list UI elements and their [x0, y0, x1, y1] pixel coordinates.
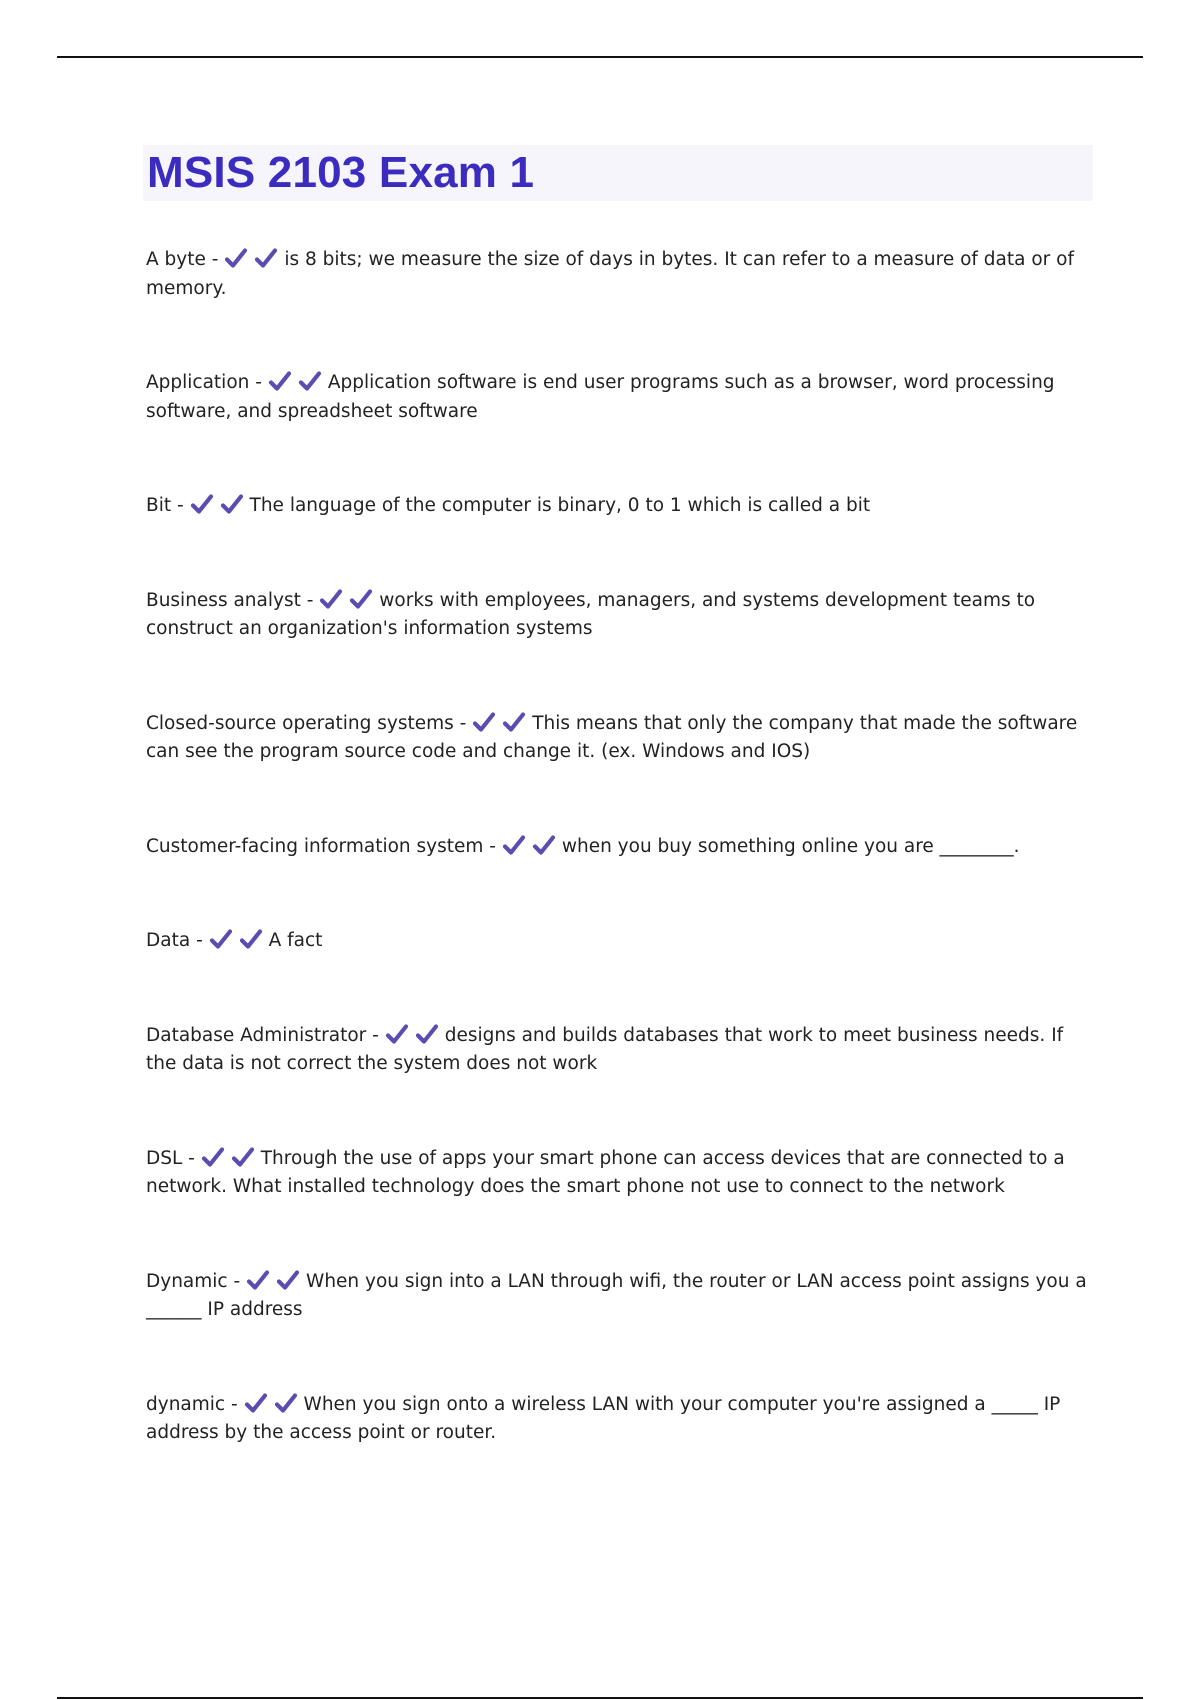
- entry-definition: Application software is end user programs such as a browser, word processing software, and spreadsheet software: [146, 372, 1055, 422]
- entry-term: A byte: [146, 249, 206, 270]
- entry-separator: -: [249, 372, 268, 393]
- flashcard-entry: [146, 833, 1096, 862]
- entry-definition: When you sign onto a wireless LAN with your computer you're assigned a _____ IP address by the access point or router.: [146, 1393, 1061, 1443]
- entry-list: [146, 246, 1096, 1514]
- entry-definition: works with employees, managers, and systems development teams to construct an organization's information systems: [146, 589, 1036, 639]
- checkmark-icon: [224, 247, 248, 269]
- checkmark-icon: [472, 711, 496, 733]
- entry-definition: When you sign into a LAN through wifi, the router or LAN access point assigns you a ______ IP address: [146, 1270, 1087, 1320]
- entry-separator: -: [190, 930, 209, 951]
- entry-definition: when you buy something online you are ________.: [561, 835, 1020, 857]
- entry-definition: is 8 bits; we measure the size of days in bytes. It can refer to a measure of data or of memory.: [146, 249, 1074, 299]
- checkmark-icon: [190, 493, 214, 515]
- entry-separator: -: [300, 589, 320, 611]
- entry-separator: -: [366, 1024, 385, 1046]
- entry-separator: -: [225, 1393, 244, 1415]
- entry-term: Data: [146, 930, 191, 951]
- bottom-rule: [57, 1697, 1143, 1699]
- flashcard-entry: [146, 1391, 1096, 1448]
- entry-term: Bit: [146, 495, 172, 516]
- checkmark-icon: [502, 711, 526, 733]
- flashcard-entry: [146, 1268, 1096, 1325]
- entry-separator: -: [453, 712, 473, 734]
- flashcard-entry: [146, 246, 1096, 303]
- entry-term: Closed-source operating systems: [146, 712, 454, 734]
- checkmark-icon: [532, 834, 556, 856]
- entry-term: Customer-facing information system: [146, 835, 484, 857]
- entry-term: Business analyst: [146, 589, 301, 611]
- entry-definition: The language of the computer is binary, 0 to 1 which is called a bit: [249, 495, 871, 516]
- checkmark-icon: [239, 928, 263, 950]
- entry-definition: designs and builds databases that work to meet business needs. If the data is not correct the system does not work: [146, 1024, 1064, 1074]
- entry-term: Database Administrator: [146, 1024, 367, 1046]
- entry-term: dynamic: [146, 1393, 226, 1415]
- checkmark-icon: [246, 1269, 270, 1291]
- entry-term: Application: [146, 372, 250, 393]
- checkmark-icon: [268, 370, 292, 392]
- entry-term: Dynamic: [146, 1270, 228, 1292]
- checkmark-icon: [319, 588, 343, 610]
- checkmark-icon: [209, 928, 233, 950]
- title-band: [143, 145, 1093, 201]
- entry-separator: -: [483, 835, 502, 857]
- checkmark-icon: [276, 1269, 300, 1291]
- top-rule: [57, 56, 1143, 58]
- entry-separator: -: [171, 495, 190, 516]
- checkmark-icon: [231, 1146, 255, 1168]
- page-title: MSIS 2103 Exam 1: [147, 148, 535, 197]
- checkmark-icon: [349, 588, 373, 610]
- entry-definition: Through the use of apps your smart phone can access devices that are connected to a network. What installed technology does the smart phone not use to connect to the network: [146, 1147, 1065, 1197]
- entry-definition: This means that only the company that made the software can see the program source code and change it. (ex. Windows and IOS): [146, 712, 1078, 762]
- entry-term: DSL: [146, 1147, 183, 1169]
- flashcard-entry: [146, 1145, 1096, 1202]
- checkmark-icon: [220, 493, 244, 515]
- checkmark-icon: [298, 370, 322, 392]
- entry-separator: -: [227, 1270, 247, 1292]
- flashcard-entry: [146, 587, 1096, 644]
- checkmark-icon: [415, 1023, 439, 1045]
- flashcard-entry: [146, 927, 1096, 956]
- flashcard-entry: [146, 369, 1096, 426]
- checkmark-icon: [254, 247, 278, 269]
- flashcard-entry: [146, 1022, 1096, 1079]
- checkmark-icon: [244, 1392, 268, 1414]
- checkmark-icon: [502, 834, 526, 856]
- checkmark-icon: [274, 1392, 298, 1414]
- flashcard-entry: [146, 492, 1096, 521]
- flashcard-entry: [146, 710, 1096, 767]
- checkmark-icon: [201, 1146, 225, 1168]
- entry-definition: A fact: [268, 930, 323, 951]
- entry-separator: -: [182, 1147, 201, 1169]
- checkmark-icon: [385, 1023, 409, 1045]
- entry-separator: -: [205, 249, 225, 270]
